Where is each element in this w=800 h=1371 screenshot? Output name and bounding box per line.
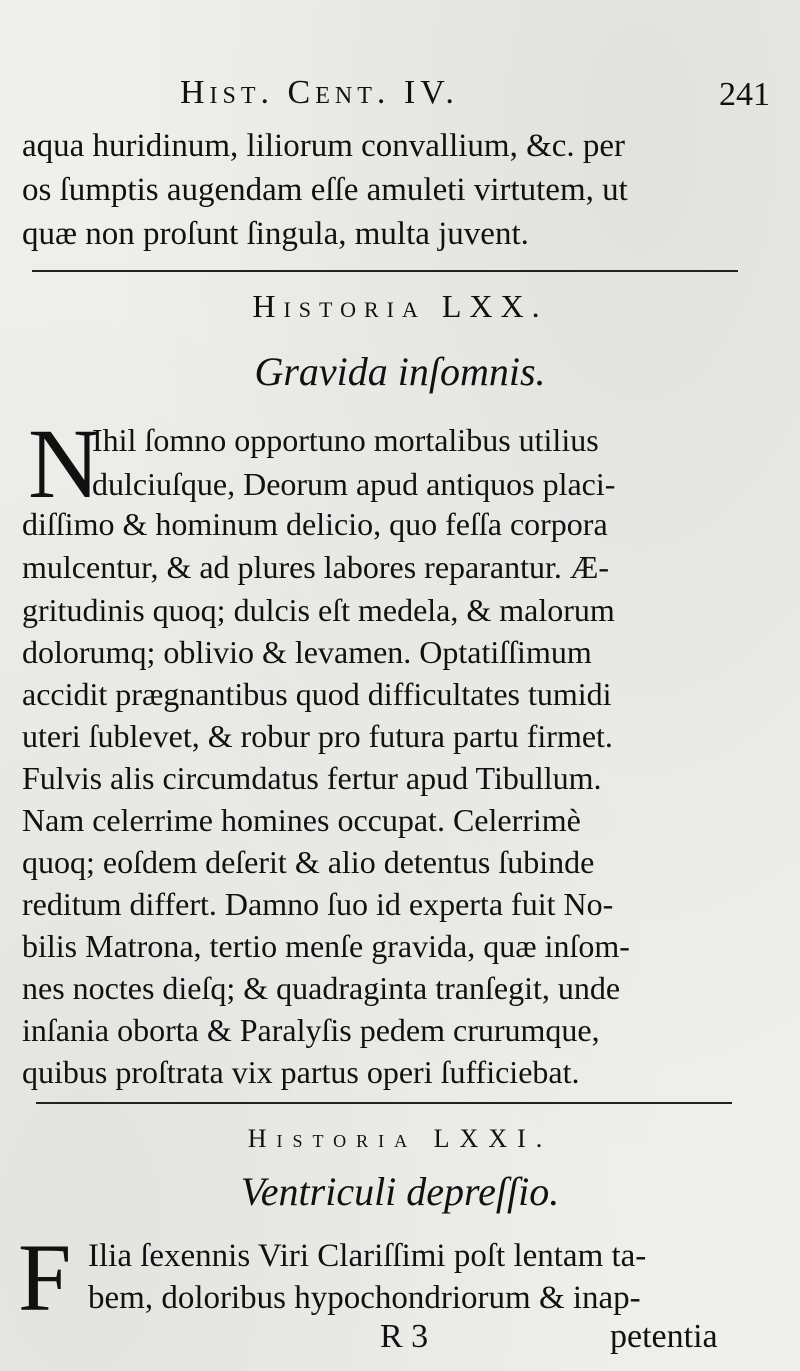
running-title: Hist. Cent. IV. — [180, 74, 459, 111]
text-line: accidit prægnantibus quod difficultates tumidi — [22, 676, 612, 712]
text-line: quæ non proſunt ſingula, multa juvent. — [22, 216, 529, 252]
section-subtitle: Gravida inſomnis. — [254, 349, 546, 394]
text-line: Nam celerrime homines occupat. Celerrimè — [22, 802, 581, 838]
text-line: os ſumptis augendam eſſe amuleti virtutem, ut — [22, 172, 628, 208]
text-line: Ilia ſexennis Viri Clariſſimi poſt lentam ta- — [88, 1238, 647, 1274]
section-heading: Historia LXX. — [252, 288, 548, 324]
text-line: quoq; eoſdem deſerit & alio detentus ſubinde — [22, 844, 595, 880]
text-line: inſania oborta & Paralyſis pedem crurumque, — [22, 1012, 600, 1048]
text-line: mulcentur, & ad plures labores reparantur. Æ- — [22, 549, 609, 585]
text-line: diſſimo & hominum delicio, quo feſſa corpora — [22, 506, 608, 542]
text-line: dolorumq; oblivio & levamen. Optatiſſimum — [22, 634, 592, 670]
text-line: reditum differt. Damno ſuo id experta fuit No- — [22, 886, 614, 922]
drop-capital: F — [18, 1224, 72, 1331]
section-divider — [36, 1102, 732, 1104]
text-line: Fulvis alis circumdatus fertur apud Tibullum. — [22, 760, 602, 796]
text-line: uteri ſublevet, & robur pro futura partu firmet. — [22, 718, 613, 754]
section-heading: Historia LXXI. — [247, 1124, 553, 1153]
text-line: bem, doloribus hypochondriorum & inap- — [88, 1280, 641, 1316]
text-line: aqua huridinum, liliorum convallium, &c. per — [22, 128, 626, 164]
signature-mark: R 3 — [380, 1318, 429, 1355]
text-line: nes noctes dieſq; & quadraginta tranſegit, unde — [22, 970, 621, 1006]
drop-capital: N — [28, 408, 101, 519]
page-number: 241 — [719, 76, 770, 113]
running-header — [180, 74, 770, 120]
section-subtitle: Ventriculi depreſſio. — [240, 1169, 560, 1214]
section-divider — [32, 270, 738, 272]
text-line: gritudinis quoq; dulcis eſt medela, & malorum — [22, 592, 615, 628]
catchword: petentia — [610, 1318, 718, 1355]
text-line: dulciuſque, Deorum apud antiquos placi- — [92, 466, 616, 502]
text-line: bilis Matrona, tertio menſe gravida, quæ inſom- — [22, 928, 630, 964]
text-line: Ihil ſomno opportuno mortalibus utilius — [92, 422, 599, 458]
text-line: quibus proſtrata vix partus operi ſufficiebat. — [22, 1054, 580, 1090]
